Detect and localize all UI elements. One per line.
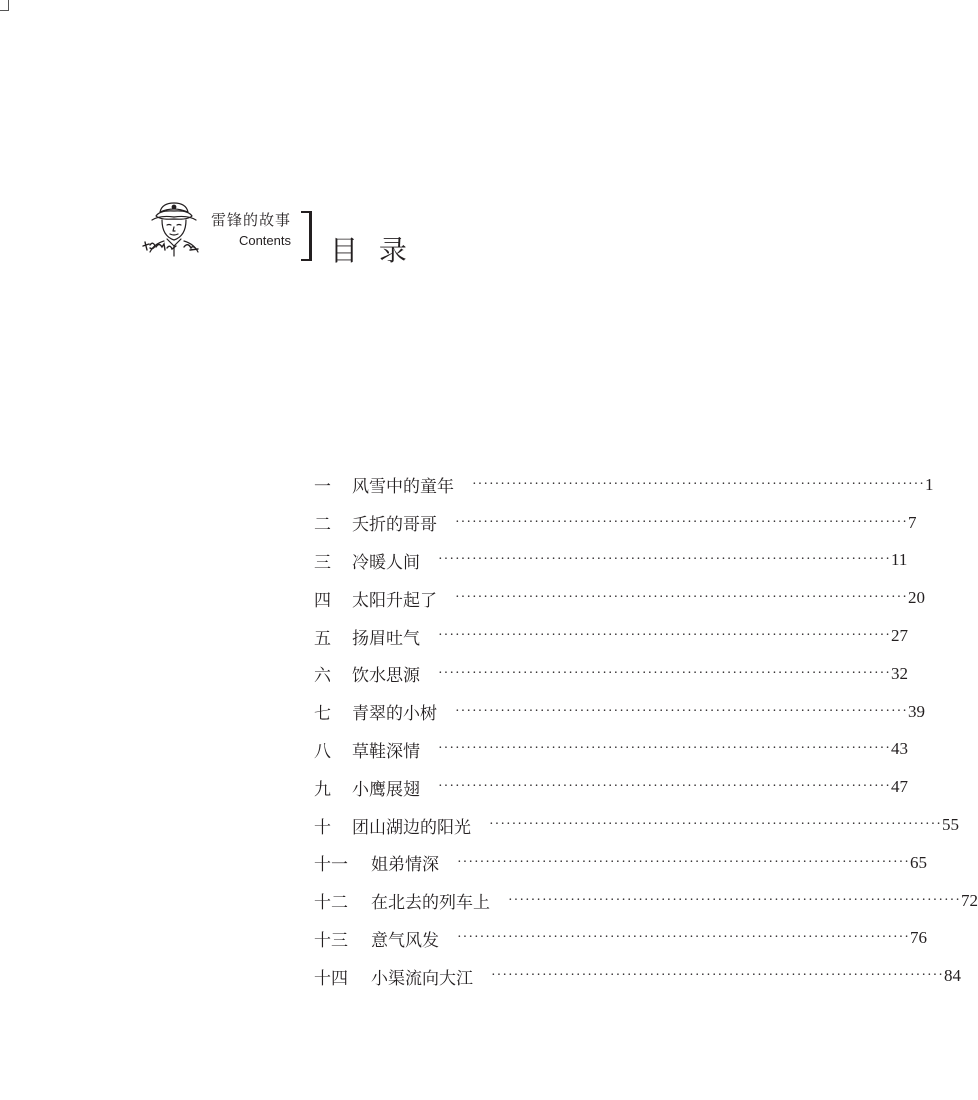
toc-entry[interactable] bbox=[314, 920, 927, 958]
table-of-contents bbox=[314, 466, 978, 995]
toc-entry[interactable] bbox=[314, 655, 908, 693]
page-number: 47 bbox=[890, 777, 908, 797]
chapter-number: 七 bbox=[314, 704, 331, 725]
chapter-number: 四 bbox=[314, 590, 331, 611]
toc-entry[interactable] bbox=[314, 882, 978, 920]
chapter-number: 十二 bbox=[314, 893, 348, 914]
dot-leader: ················································································ bbox=[438, 779, 891, 795]
chapter-title: 小渠流向大江 bbox=[371, 968, 473, 989]
page-number: 43 bbox=[890, 739, 908, 759]
toc-entry[interactable] bbox=[314, 504, 917, 542]
dot-leader: ················································································ bbox=[455, 590, 908, 606]
toc-entry[interactable] bbox=[314, 617, 908, 655]
dot-leader: ················································································ bbox=[489, 817, 942, 833]
chapter-number: 十三 bbox=[314, 930, 348, 951]
dot-leader: ················································································ bbox=[455, 703, 908, 719]
contents-label: Contents bbox=[238, 233, 291, 248]
page-heading: 目 录 bbox=[330, 234, 413, 267]
chapter-number: 十四 bbox=[314, 968, 348, 989]
chapter-number: 八 bbox=[314, 741, 331, 762]
dot-leader: ················································································ bbox=[438, 552, 891, 568]
bracket-divider bbox=[301, 211, 312, 261]
page-number: 55 bbox=[941, 815, 959, 835]
dot-leader: ················································································ bbox=[491, 968, 944, 984]
page-number: 32 bbox=[890, 663, 908, 683]
chapter-number: 九 bbox=[314, 779, 331, 800]
dot-leader: ················································································ bbox=[457, 854, 910, 870]
book-title: 雷锋的故事 bbox=[210, 211, 291, 229]
dot-leader: ················································································ bbox=[438, 665, 891, 681]
toc-entry[interactable] bbox=[314, 579, 925, 617]
toc-entry[interactable] bbox=[314, 806, 959, 844]
chapter-number: 六 bbox=[314, 666, 331, 687]
dot-leader: ················································································ bbox=[438, 741, 891, 757]
chapter-title: 冷暖人间 bbox=[352, 552, 420, 573]
chapter-title: 草鞋深情 bbox=[352, 741, 420, 762]
dot-leader: ················································································ bbox=[508, 892, 961, 908]
page-number: 20 bbox=[907, 588, 925, 608]
dot-leader: ················································································ bbox=[472, 476, 925, 492]
toc-entry[interactable] bbox=[314, 768, 908, 806]
chapter-number: 三 bbox=[314, 552, 331, 573]
toc-entry[interactable] bbox=[314, 844, 927, 882]
chapter-title: 太阳升起了 bbox=[352, 590, 437, 611]
dot-leader: ················································································ bbox=[438, 628, 891, 644]
chapter-number: 一 bbox=[314, 477, 331, 498]
toc-entry[interactable] bbox=[314, 542, 908, 580]
page-number: 72 bbox=[960, 890, 978, 910]
dot-leader: ················································································ bbox=[457, 930, 910, 946]
chapter-title: 夭折的哥哥 bbox=[352, 515, 437, 536]
chapter-title: 青翠的小树 bbox=[352, 704, 437, 725]
chapter-title: 小鹰展翅 bbox=[352, 779, 420, 800]
page-number: 39 bbox=[907, 701, 925, 721]
page-number: 76 bbox=[909, 928, 927, 948]
chapter-title: 姐弟情深 bbox=[371, 855, 439, 876]
page-number: 11 bbox=[890, 550, 908, 570]
chapter-number: 五 bbox=[314, 628, 331, 649]
toc-entry[interactable] bbox=[314, 466, 934, 504]
chapter-title: 风雪中的童年 bbox=[352, 477, 454, 498]
chapter-title: 扬眉吐气 bbox=[352, 628, 420, 649]
toc-entry[interactable] bbox=[314, 693, 925, 731]
chapter-number: 二 bbox=[314, 515, 331, 536]
chapter-title: 意气风发 bbox=[371, 930, 439, 951]
page-number: 27 bbox=[890, 626, 908, 646]
page-number: 65 bbox=[909, 852, 927, 872]
toc-entry[interactable] bbox=[314, 731, 908, 769]
chapter-number: 十 bbox=[314, 817, 331, 838]
lei-feng-portrait-illustration bbox=[140, 200, 206, 260]
crop-mark bbox=[0, 0, 9, 11]
page-number: 7 bbox=[907, 512, 917, 532]
chapter-title: 饮水思源 bbox=[352, 666, 420, 687]
dot-leader: ················································································ bbox=[455, 514, 908, 530]
chapter-title: 在北去的列车上 bbox=[371, 893, 490, 914]
page-number: 1 bbox=[924, 474, 934, 494]
chapter-number: 十一 bbox=[314, 855, 348, 876]
toc-entry[interactable] bbox=[314, 957, 961, 995]
chapter-title: 团山湖边的阳光 bbox=[352, 817, 471, 838]
page-number: 84 bbox=[943, 966, 961, 986]
